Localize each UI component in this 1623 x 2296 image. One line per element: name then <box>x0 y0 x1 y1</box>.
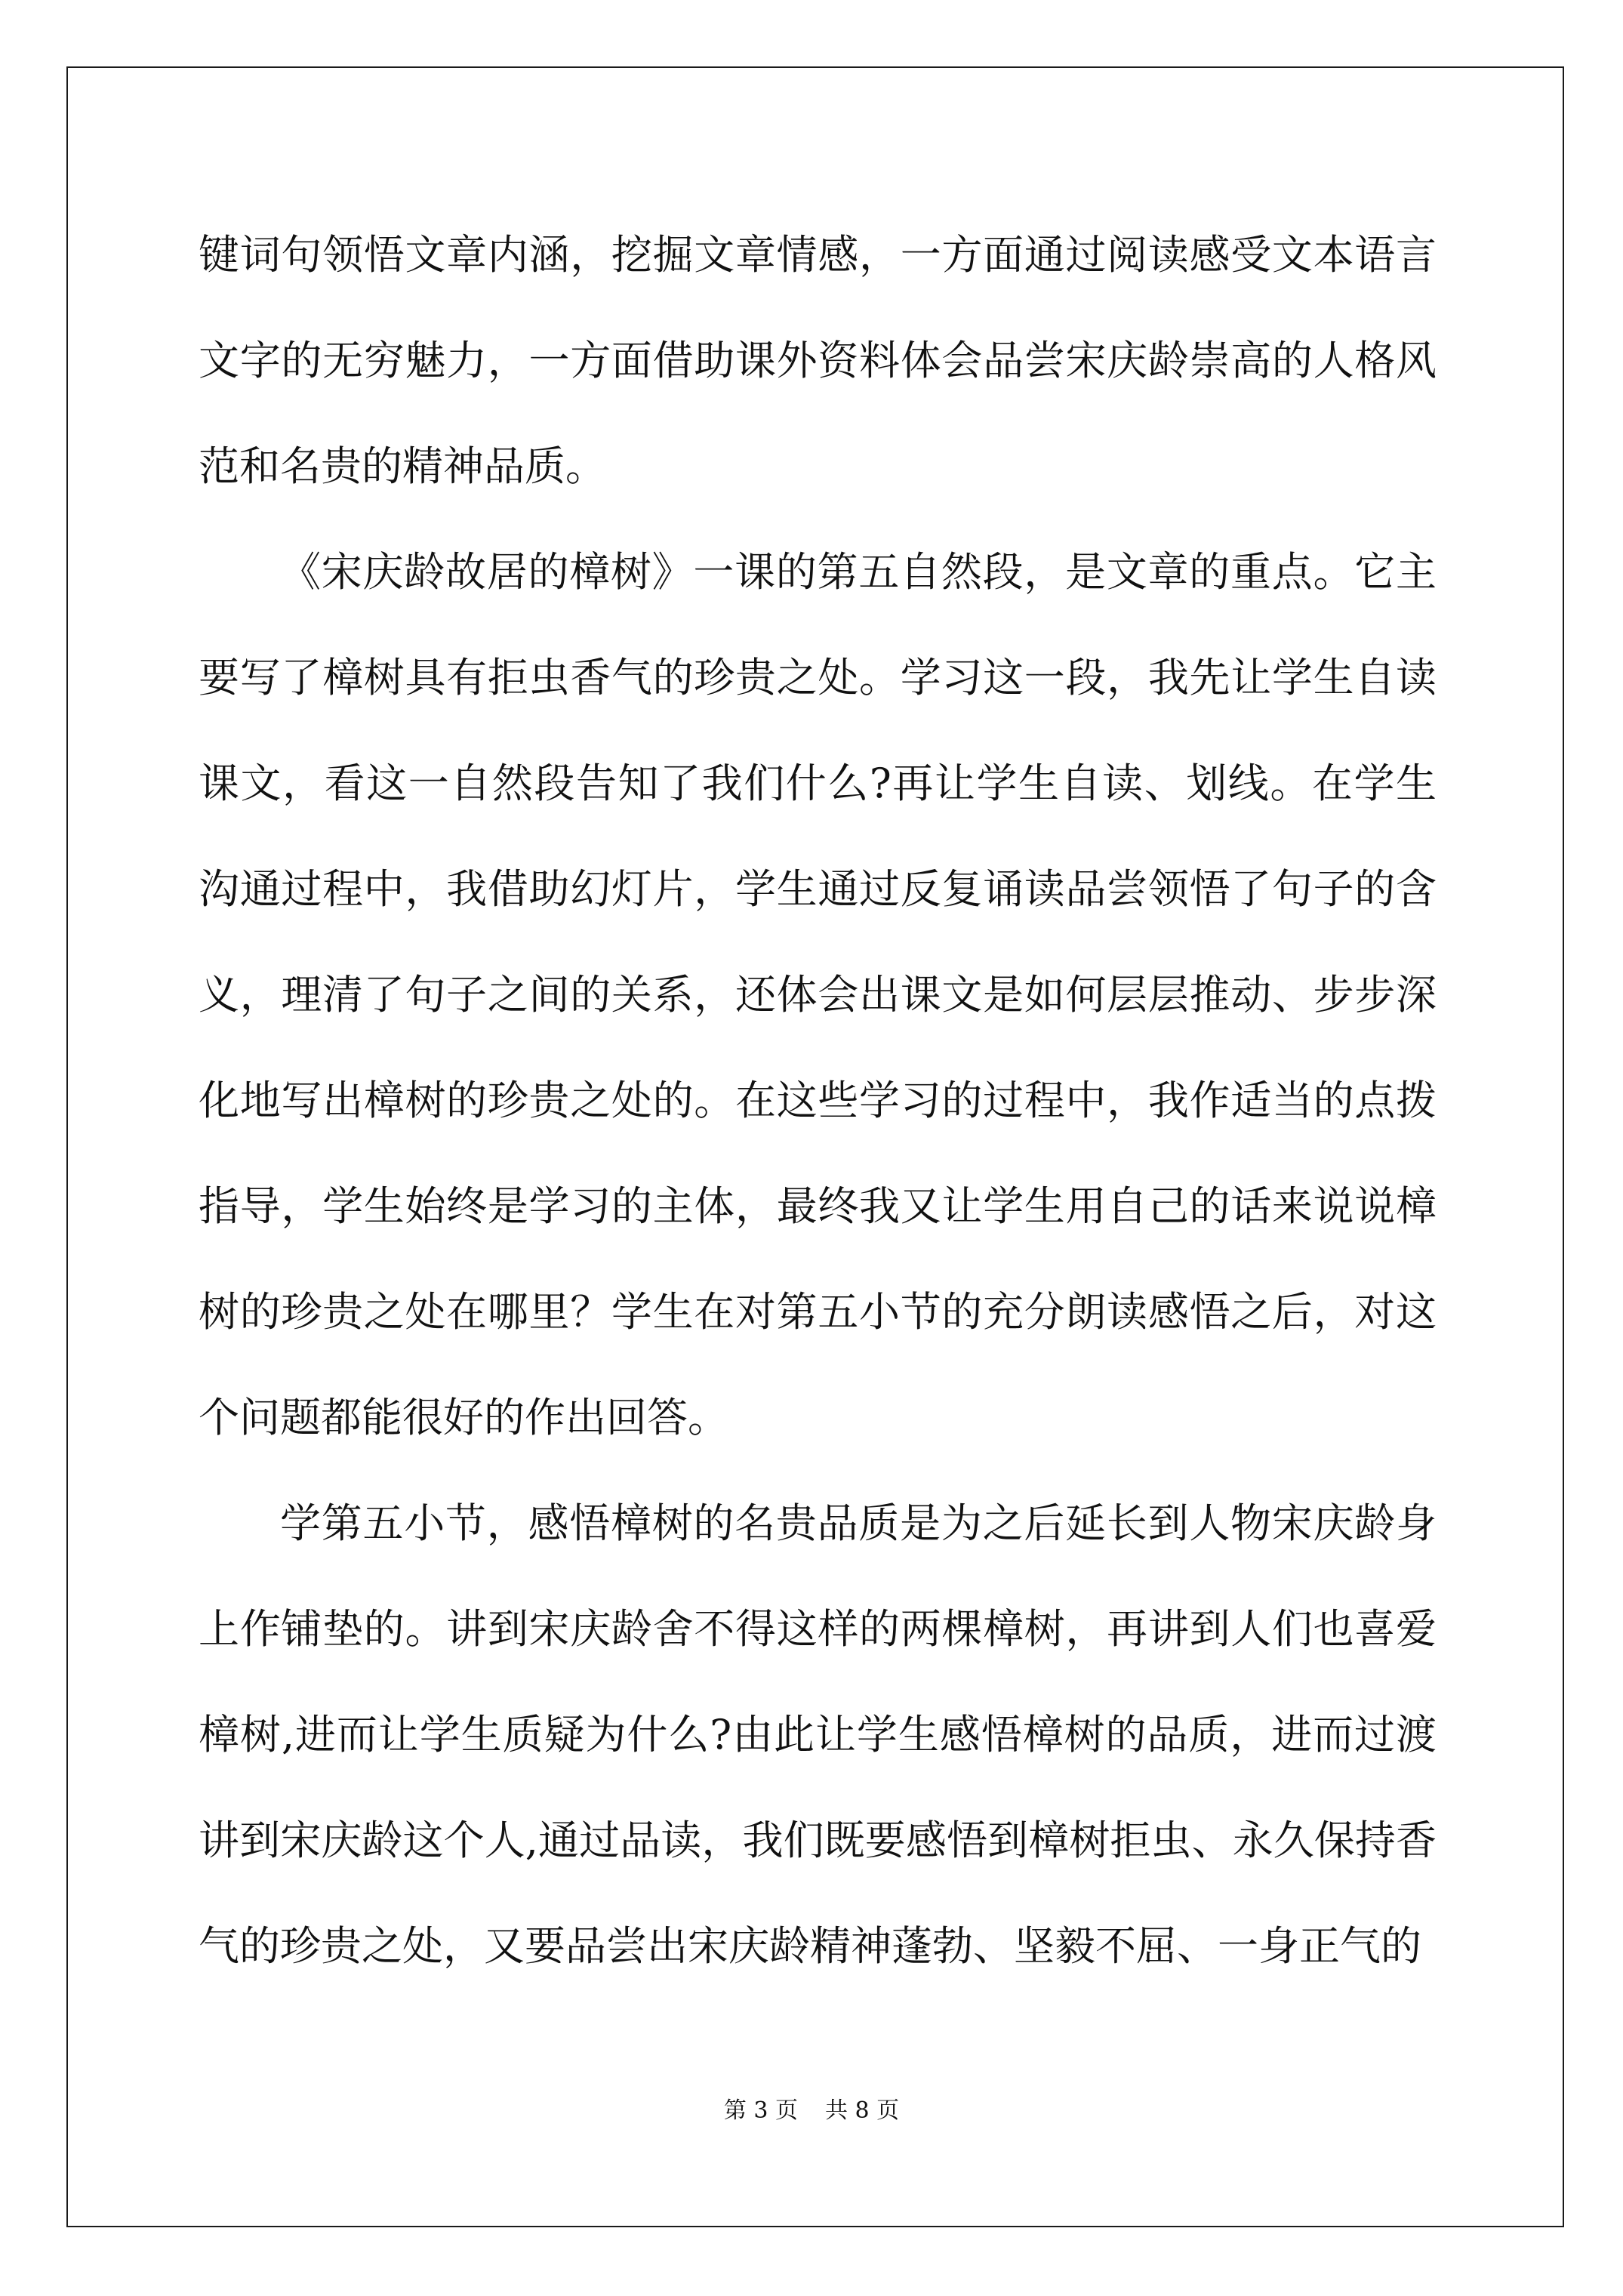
page-footer <box>0 2091 1623 2125</box>
paragraph-3: 学第五小节，感悟樟树的名贵品质是为之后延长到人物宋庆龄身上作铺垫的。讲到宋庆龄舍不得这样的两棵樟树，再讲到人们也喜爱樟树,进而让学生质疑为什么?由此让学生感悟樟树的品质，进而过渡讲到宋庆龄这个人,通过品读，我们既要感悟到樟树拒虫、永久保持香气的珍贵之处，又要品尝出宋庆龄精神蓬勃、坚毅不屈、一身正气的 <box>199 1499 1437 1970</box>
page-number: 第 3 页 <box>723 2097 798 2124</box>
page-total: 共 8 页 <box>825 2097 900 2124</box>
paragraph-2: 《宋庆龄故居的樟树》一课的第五自然段，是文章的重点。它主要写了樟树具有拒虫香气的珍贵之处。学习这一段，我先让学生自读课文，看这一自然段告知了我们什么?再让学生自读、划线。在学生沟通过程中，我借助幻灯片，学生通过反复诵读品尝领悟了句子的含义，理清了句子之间的关系，还体会出课文是如何层层推动、步步深化地写出樟树的珍贵之处的。在这些学习的过程中，我作适当的点拨指导，学生始终是学习的主体，最终我又让学生用自己的话来说说樟树的珍贵之处在哪里？学生在对第五小节的充分朗读感悟之后，对这个问题都能很好的作出回答。 <box>199 548 1437 1441</box>
document-body <box>199 202 1437 1999</box>
paragraph-1: 键词句领悟文章内涵，挖掘文章情感，一方面通过阅读感受文本语言文字的无穷魅力，一方面借助课外资料体会品尝宋庆龄崇高的人格风范和名贵的精神品质。 <box>199 231 1437 490</box>
